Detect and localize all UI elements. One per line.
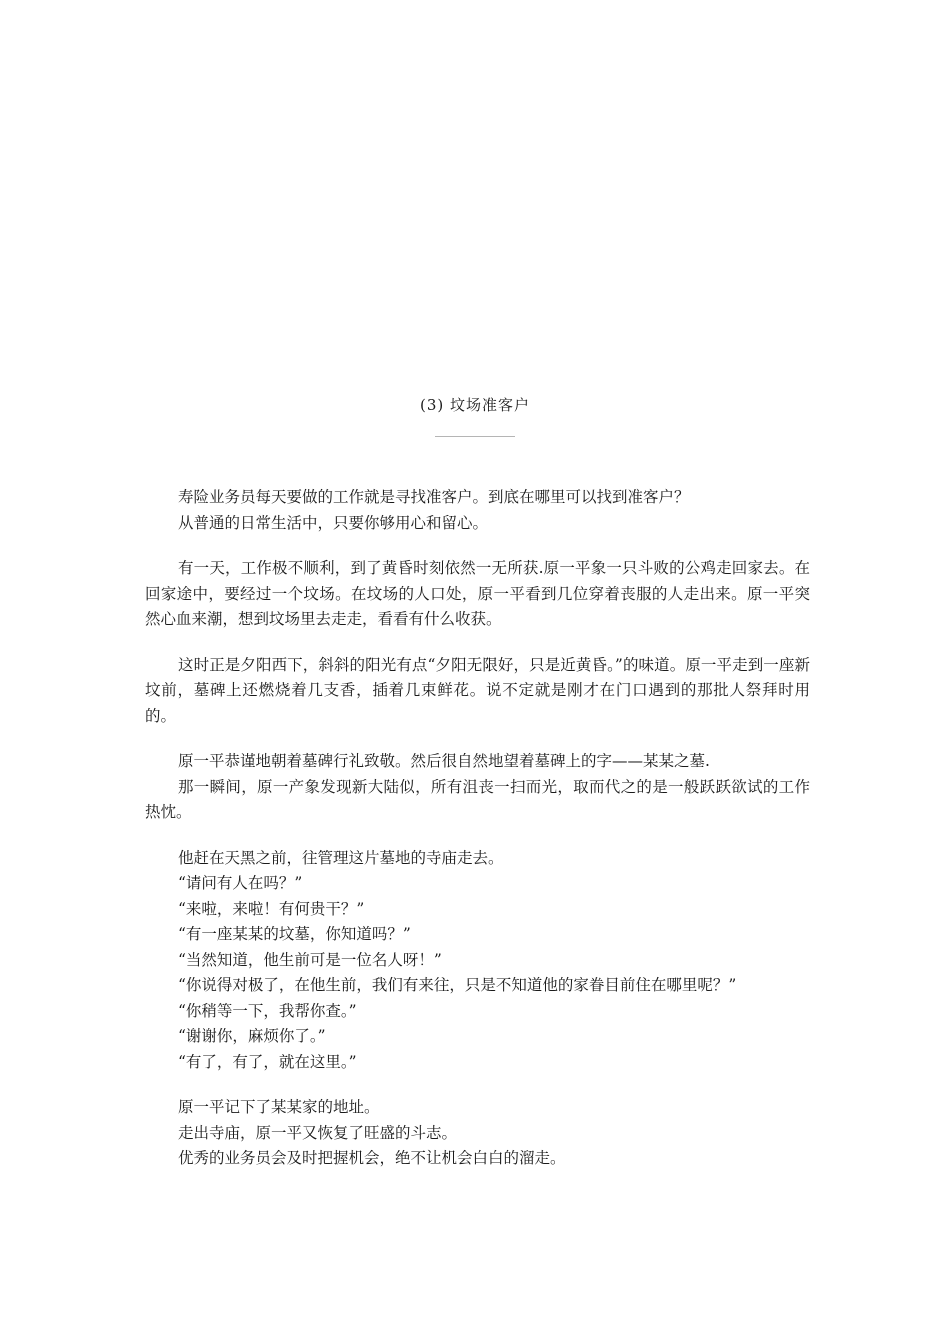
text-line: 优秀的业务员会及时把握机会，绝不让机会白白的溜走。	[178, 1149, 566, 1167]
text-line: 走出寺庙，原一平又恢复了旺盛的斗志。	[178, 1123, 458, 1142]
text-block: 这时正是夕阳西下，斜斜的阳光有点“夕阳无限好，只是近黄昏。”的味道。原一平走到一座新坟前，墓碑上还燃烧着几支香，插着几束鲜花。说不定就是刚才在门口遇到的那批人祭拜时用的。	[145, 655, 810, 725]
text-line: 他赶在天黑之前，往管理这片墓地的寺庙走去。	[178, 848, 504, 867]
dialogue-line: “你稍等一下，我帮你查。”	[178, 1001, 357, 1020]
dialogue-line: “当然知道，他生前可是一位名人呀！”	[178, 950, 442, 969]
paragraph-2	[145, 556, 810, 633]
text-block: 有一天，工作极不顺利，到了黄昏时刻依然一无所获.原一平象一只斗败的公鸡走回家去。在回家途中，要经过一个坟场。在坟场的人口处，原一平看到几位穿着丧服的人走出来。原一平突然心血来潮，想到坟场里去走走，看看有什么收获。	[145, 559, 810, 628]
chapter-title: (3) 坟场准客户	[419, 396, 531, 414]
dialogue-line: “有了，有了，就在这里。”	[178, 1052, 357, 1071]
text-line: 原一平记下了某某家的地址。	[178, 1098, 380, 1116]
article-body	[145, 485, 810, 1192]
paragraph-5-dialogue	[145, 846, 810, 1076]
title-divider	[435, 436, 515, 437]
dialogue-line: “来啦，来啦！有何贵干？”	[178, 899, 365, 918]
paragraph-1	[145, 485, 810, 536]
text-line: 原一平恭谨地朝着墓碑行礼致敬。然后很自然地望着墓碑上的字——某某之墓.	[178, 752, 710, 770]
paragraph-3	[145, 653, 810, 730]
paragraph-4	[145, 749, 810, 826]
dialogue-line: “请问有人在吗？”	[178, 874, 303, 892]
paragraph-6	[145, 1095, 810, 1172]
dialogue-line: “你说得对极了，在他生前，我们有来往，只是不知道他的家眷目前住在哪里呢？”	[178, 976, 737, 994]
text-block: 那一瞬间，原一产象发现新大陆似，所有沮丧一扫而光，取而代之的是一般跃跃欲试的工作热忱。	[145, 777, 810, 821]
text-line: 从普通的日常生活中，只要你够用心和留心。	[178, 513, 489, 532]
text-line: 寿险业务员每天要做的工作就是寻找准客户。到底在哪里可以找到准客户？	[178, 488, 690, 506]
dialogue-line: “谢谢你，麻烦你了。”	[178, 1027, 326, 1045]
dialogue-line: “有一座某某的坟墓，你知道吗？”	[178, 925, 411, 943]
